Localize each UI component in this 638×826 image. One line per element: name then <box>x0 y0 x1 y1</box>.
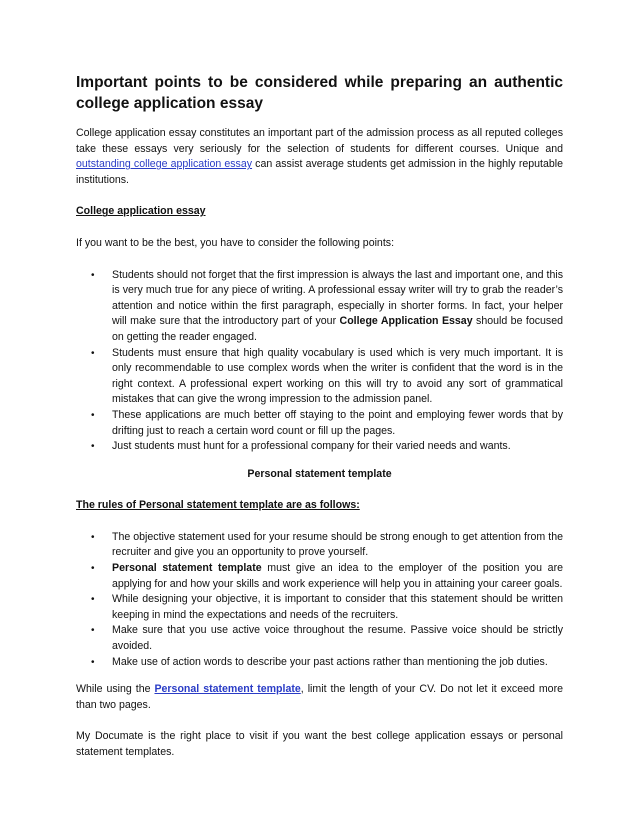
list-item <box>76 623 563 654</box>
bullet-icon: • <box>91 625 95 637</box>
bullet-bold-text: College Application Essay <box>339 315 473 328</box>
list-item <box>76 530 563 561</box>
bullet-icon: • <box>91 531 95 543</box>
bullet-icon: • <box>91 269 95 281</box>
bullet-text: should be focused on getting the reader engaged. <box>112 315 563 343</box>
bullet-icon: • <box>91 563 95 575</box>
bullet-text: must give an idea to the employer of the position you are applying for and how your skills and work experience will help you in attaining your career goals. <box>112 562 563 590</box>
list-item <box>76 439 563 455</box>
outstanding-essay-link[interactable]: outstanding college application essay <box>76 158 253 171</box>
closing1-text-start: While using the <box>76 683 155 696</box>
bullet-text: Make use of action words to describe your past actions rather than mentioning the job duties. <box>112 655 548 668</box>
list-item <box>76 346 563 408</box>
bullet-text: Make sure that you use active voice throughout the resume. Passive voice should be strictly avoided. <box>112 624 563 653</box>
intro-text-end: can assist average students get admission in the highly reputable institutions. <box>76 158 563 186</box>
closing1-text-end: , limit the length of your CV. Do not let it exceed more than two pages. <box>76 683 563 711</box>
bullet-text: While designing your objective, it is important to consider that this statement should be written keeping in mind the expectations and needs of the recruiters. <box>112 593 563 621</box>
bullet-text: Students must ensure that high quality vocabulary is used which is very much important. It is only recommendable to use complex words when the writer is confident that the word is in the right context. A professional expert working on this will try to avoid any sort of grammatical mistakes that can give the wrong impression to the admission panel. <box>112 346 563 406</box>
bullet-icon: • <box>91 347 95 359</box>
bullet-text: Students should not forget that the first impression is always the last and important one, and this is very much true for any piece of writing. A professional essay writer will try to grab the reader’s attention and notice within the first paragraph, especially in shorter forms. In fact, your helper will make sure that the introductory part of your <box>112 268 563 328</box>
list-item <box>76 655 563 671</box>
section1-bullet-list <box>76 268 563 455</box>
bullet-icon: • <box>91 441 95 453</box>
bullet-text: Just students must hunt for a professional company for their varied needs and wants. <box>112 440 511 453</box>
document-title: Important points to be considered while preparing an authentic college application essay <box>76 74 563 112</box>
intro-text-start: College application essay constitutes an important part of the admission process as all reputed colleges take these essays very seriously for the selection of students for different courses. Unique and <box>76 127 563 155</box>
closing-paragraph-1 <box>76 682 563 713</box>
section2-heading: The rules of Personal statement template are as follows: <box>76 499 360 512</box>
bullet-bold-text: Personal statement template <box>112 562 262 575</box>
section1-lead: If you want to be the best, you have to consider the following points: <box>76 236 395 249</box>
list-item <box>76 408 563 439</box>
bullet-text: The objective statement used for your resume should be strong enough to get attention from the recruiter and give you an opportunity to prove yourself. <box>112 530 563 559</box>
intro-paragraph <box>76 126 563 188</box>
list-item <box>76 268 563 346</box>
section2-title: Personal statement template <box>247 467 392 480</box>
list-item <box>76 592 563 623</box>
personal-statement-template-link[interactable]: Personal statement template <box>154 683 301 696</box>
bullet-text: These applications are much better off staying to the point and employing fewer words that by drifting just to reach a certain word count or fill up the pages. <box>112 408 563 437</box>
bullet-icon: • <box>91 656 95 668</box>
closing-paragraph-2: My Documate is the right place to visit if you want the best college application essays or personal statement templates. <box>76 730 563 758</box>
section2-bullet-list <box>76 530 563 670</box>
document-page <box>76 72 563 761</box>
bullet-icon: • <box>91 409 95 421</box>
bullet-icon: • <box>91 594 95 606</box>
section1-heading: College application essay <box>76 205 206 218</box>
list-item <box>76 561 563 592</box>
